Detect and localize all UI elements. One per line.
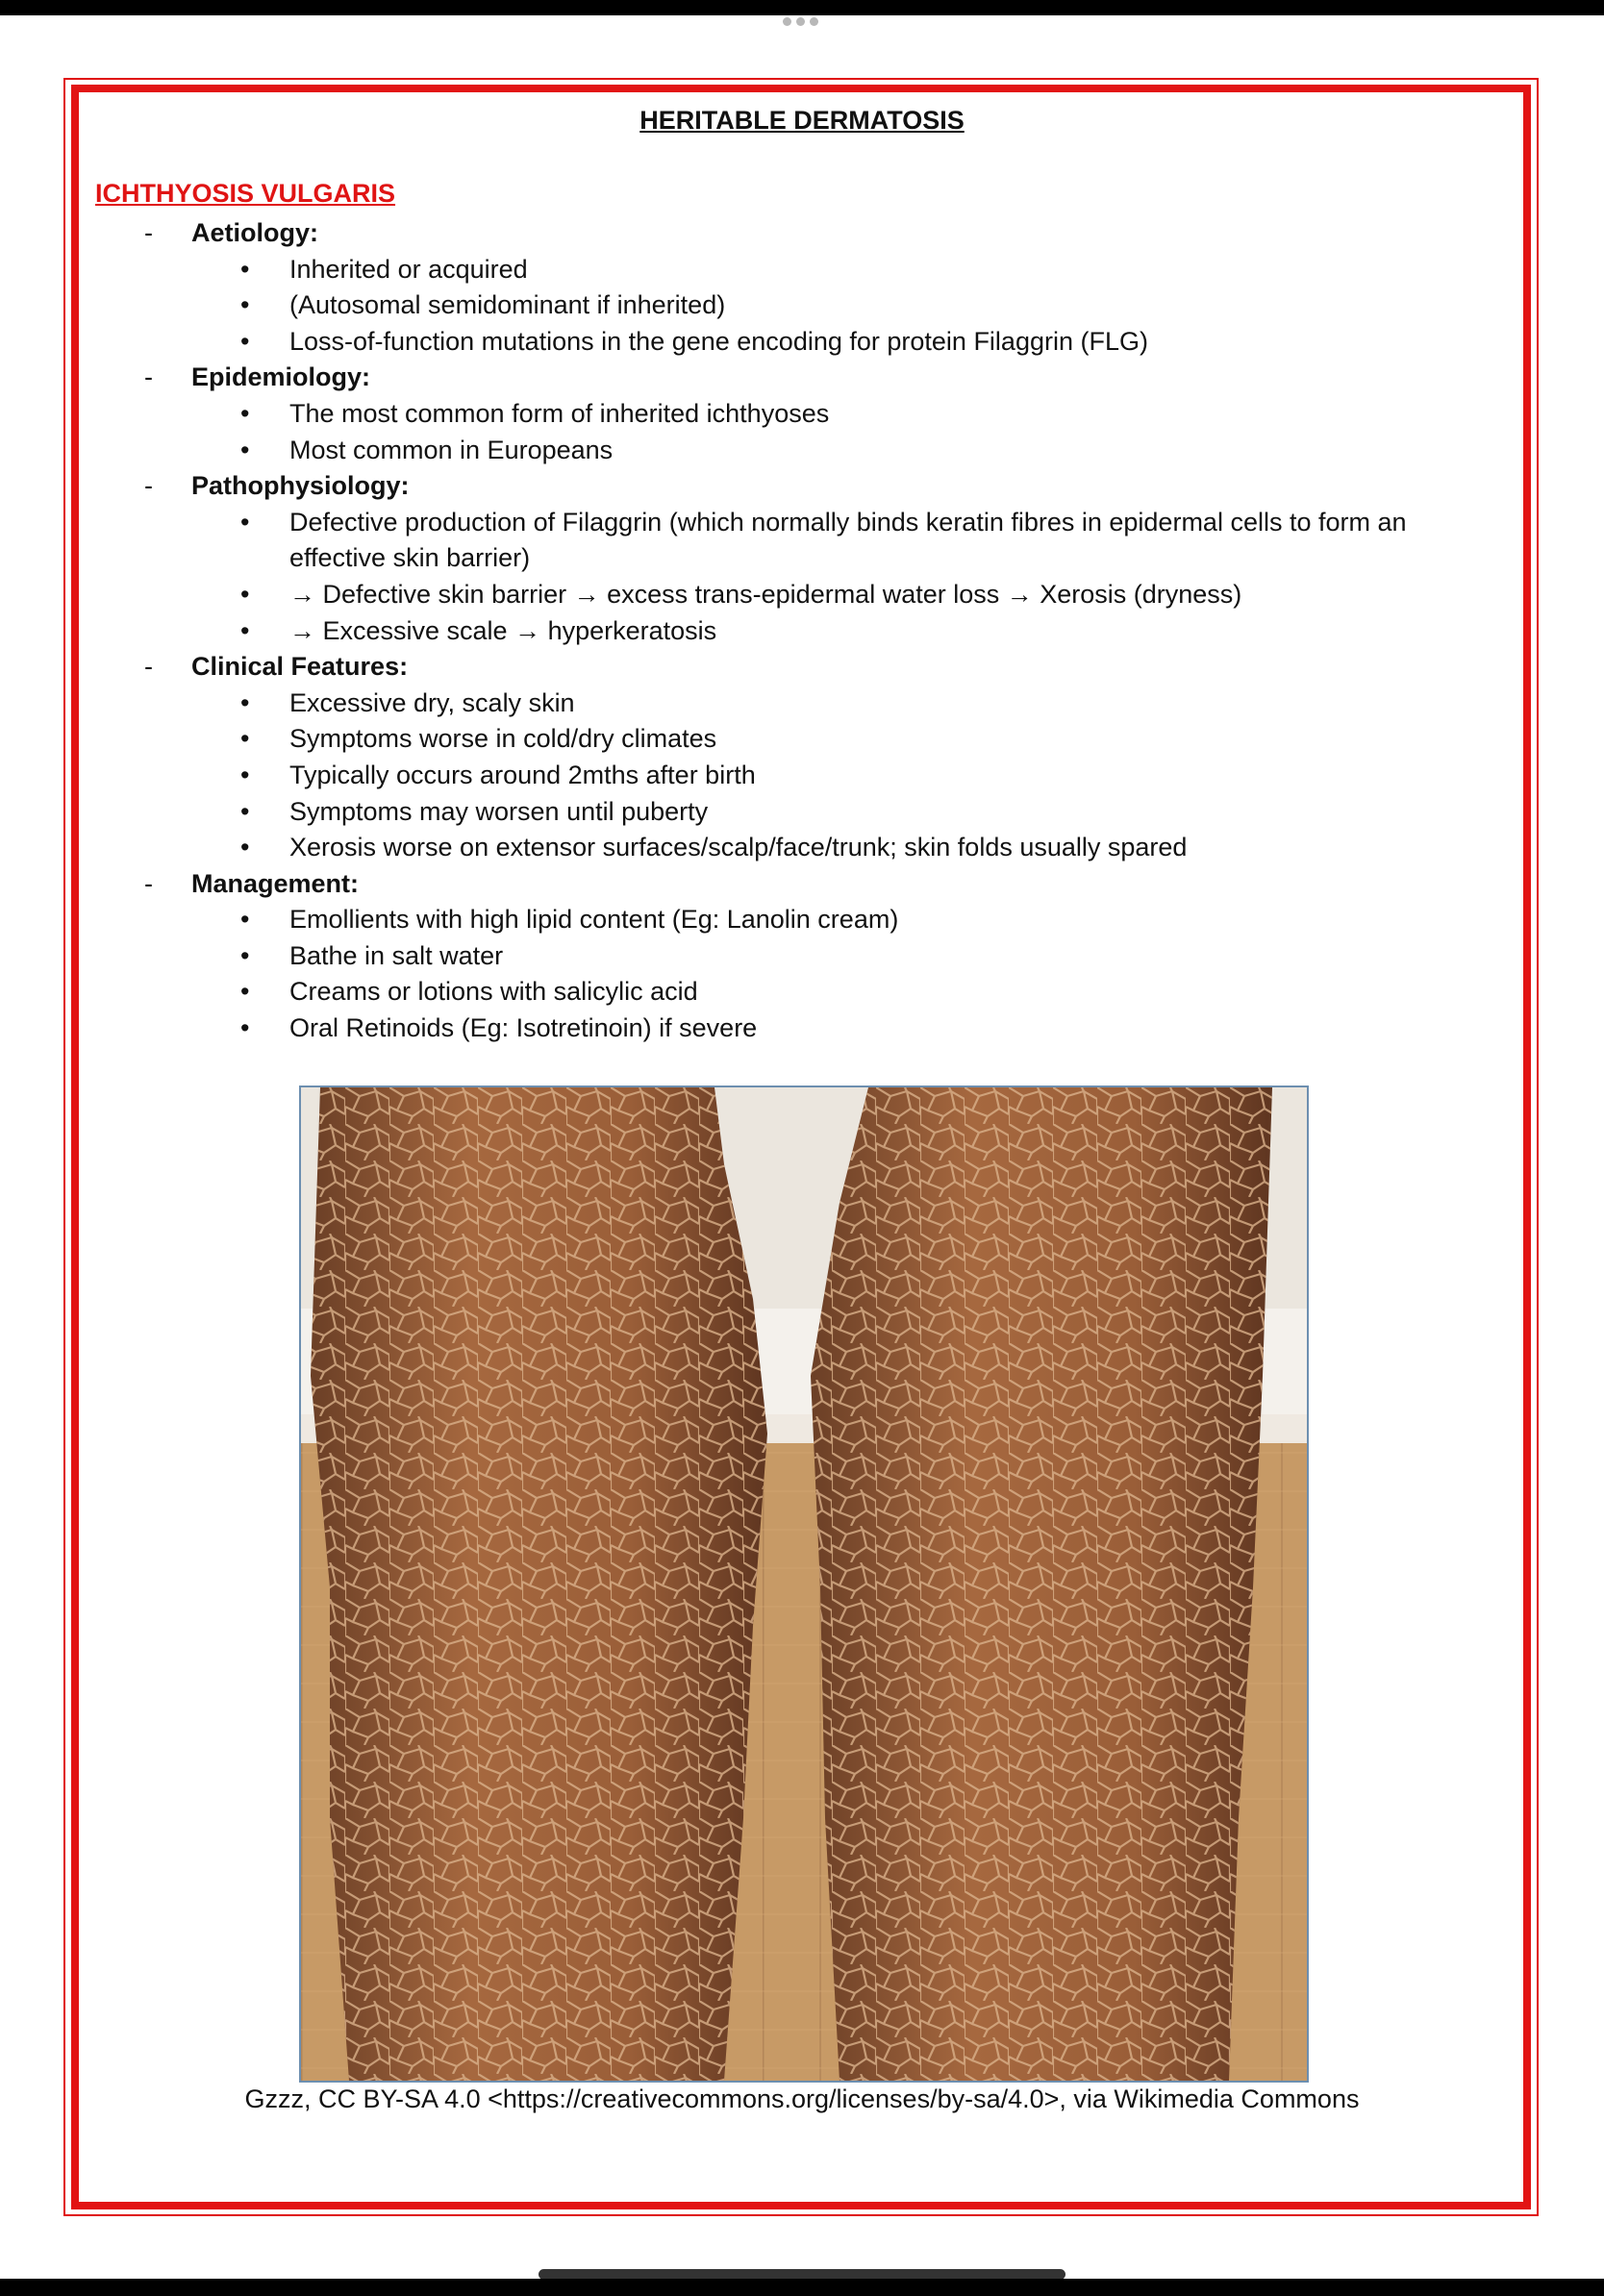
bullet-text: (Autosomal semidominant if inherited) bbox=[289, 290, 726, 320]
section-heading: Pathophysiology: bbox=[191, 471, 410, 501]
bullet-dot: • bbox=[240, 435, 250, 464]
bullet-dot: • bbox=[240, 760, 250, 789]
bullet-text: → Defective skin barrier → excess trans-epidermal water loss → Xerosis (dryness) bbox=[289, 579, 1242, 609]
bullet-dot: • bbox=[240, 796, 250, 826]
section-heading: Aetiology: bbox=[191, 218, 318, 247]
section-heading: Epidemiology: bbox=[191, 362, 371, 392]
bullet-text: The most common form of inherited ichthyoses bbox=[289, 398, 830, 428]
bottom-bar bbox=[0, 2279, 1604, 2296]
top-status-bar bbox=[0, 0, 1604, 15]
bullet-dot: • bbox=[240, 290, 250, 320]
bullet-text: Loss-of-function mutations in the gene encoding for protein Filaggrin (FLG) bbox=[289, 326, 1148, 356]
bullet-list bbox=[0, 396, 1604, 468]
image-caption: Gzzz, CC BY-SA 4.0 <https://creativecommons.org/licenses/by-sa/4.0>, via Wikimedia Commons bbox=[244, 2084, 1360, 2113]
dash-marker: - bbox=[144, 362, 153, 392]
bullet-dot: • bbox=[240, 579, 250, 609]
outline-section bbox=[0, 649, 1604, 866]
dash-marker: - bbox=[144, 652, 153, 682]
bullet-dot: • bbox=[240, 724, 250, 754]
outline-section bbox=[0, 360, 1604, 468]
bullet-item bbox=[0, 577, 1604, 613]
bullet-text: Xerosis worse on extensor surfaces/scalp/face/trunk; skin folds usually spared bbox=[289, 833, 1188, 862]
section-heading-row bbox=[0, 649, 1604, 686]
bullet-text: Typically occurs around 2mths after birth bbox=[289, 760, 756, 789]
bullet-text: Oral Retinoids (Eg: Isotretinoin) if severe bbox=[289, 1013, 758, 1043]
bullet-item bbox=[0, 938, 1604, 975]
bullet-text: Bathe in salt water bbox=[289, 940, 504, 970]
bullet-item bbox=[0, 287, 1604, 324]
section-heading: Clinical Features: bbox=[191, 652, 409, 682]
bullet-item bbox=[0, 794, 1604, 831]
dash-marker: - bbox=[144, 471, 153, 501]
bullet-text: Emollients with high lipid content (Eg: Lanolin cream) bbox=[289, 905, 899, 935]
outline-section bbox=[0, 215, 1604, 360]
outline-section bbox=[0, 866, 1604, 1047]
bullet-list bbox=[0, 686, 1604, 866]
bullet-text: Most common in Europeans bbox=[289, 435, 614, 464]
bullet-text: Creams or lotions with salicylic acid bbox=[289, 977, 698, 1007]
section-heading-row bbox=[0, 360, 1604, 396]
page-title: HERITABLE DERMATOSIS bbox=[639, 106, 965, 135]
bullet-list bbox=[0, 252, 1604, 361]
bullet-item bbox=[0, 1011, 1604, 1047]
bullet-dot: • bbox=[240, 1013, 250, 1043]
section-heading: Management: bbox=[191, 868, 360, 898]
bullet-item bbox=[0, 324, 1604, 361]
grabber-dot bbox=[810, 17, 818, 26]
bullet-dot: • bbox=[240, 977, 250, 1007]
more-options-grabber[interactable] bbox=[783, 17, 818, 26]
bullet-text: Excessive dry, scaly skin bbox=[289, 687, 575, 717]
grabber-dot bbox=[783, 17, 791, 26]
ichthyosis-legs-photo bbox=[299, 1086, 1309, 2083]
photo-illustration bbox=[301, 1087, 1307, 2081]
topic-outline bbox=[0, 215, 1604, 1047]
bullet-item bbox=[0, 252, 1604, 288]
bullet-item bbox=[0, 505, 1604, 577]
bullet-item bbox=[0, 758, 1604, 794]
bullet-item bbox=[0, 902, 1604, 938]
bullet-dot: • bbox=[240, 254, 250, 284]
bullet-dot: • bbox=[240, 833, 250, 862]
bullet-dot: • bbox=[240, 940, 250, 970]
bullet-item bbox=[0, 686, 1604, 722]
bullet-dot: • bbox=[240, 905, 250, 935]
bullet-dot: • bbox=[240, 615, 250, 645]
bullet-item bbox=[0, 830, 1604, 866]
bullet-dot: • bbox=[240, 398, 250, 428]
section-heading-row bbox=[0, 866, 1604, 903]
bullet-dot: • bbox=[240, 326, 250, 356]
bullet-item bbox=[0, 396, 1604, 433]
section-heading-row bbox=[0, 468, 1604, 505]
dash-marker: - bbox=[144, 218, 153, 247]
bullet-dot: • bbox=[240, 507, 250, 537]
bullet-list bbox=[0, 505, 1604, 649]
bullet-item bbox=[0, 721, 1604, 758]
outline-section bbox=[0, 468, 1604, 649]
bullet-list bbox=[0, 902, 1604, 1046]
dash-marker: - bbox=[144, 868, 153, 898]
bullet-item bbox=[0, 613, 1604, 650]
bullet-item bbox=[0, 974, 1604, 1011]
section-heading-row bbox=[0, 215, 1604, 252]
bullet-item bbox=[0, 433, 1604, 469]
bullet-text: Symptoms worse in cold/dry climates bbox=[289, 724, 717, 754]
section-title: ICHTHYOSIS VULGARIS bbox=[95, 179, 396, 208]
bullet-text: → Excessive scale → hyperkeratosis bbox=[289, 615, 717, 645]
bullet-text: Inherited or acquired bbox=[289, 254, 528, 284]
bullet-text: Symptoms may worsen until puberty bbox=[289, 796, 709, 826]
bullet-dot: • bbox=[240, 687, 250, 717]
bullet-text: Defective production of Filaggrin (which normally binds keratin fibres in epidermal cells to form an effective skin barrier) bbox=[289, 507, 1407, 573]
grabber-dot bbox=[796, 17, 805, 26]
